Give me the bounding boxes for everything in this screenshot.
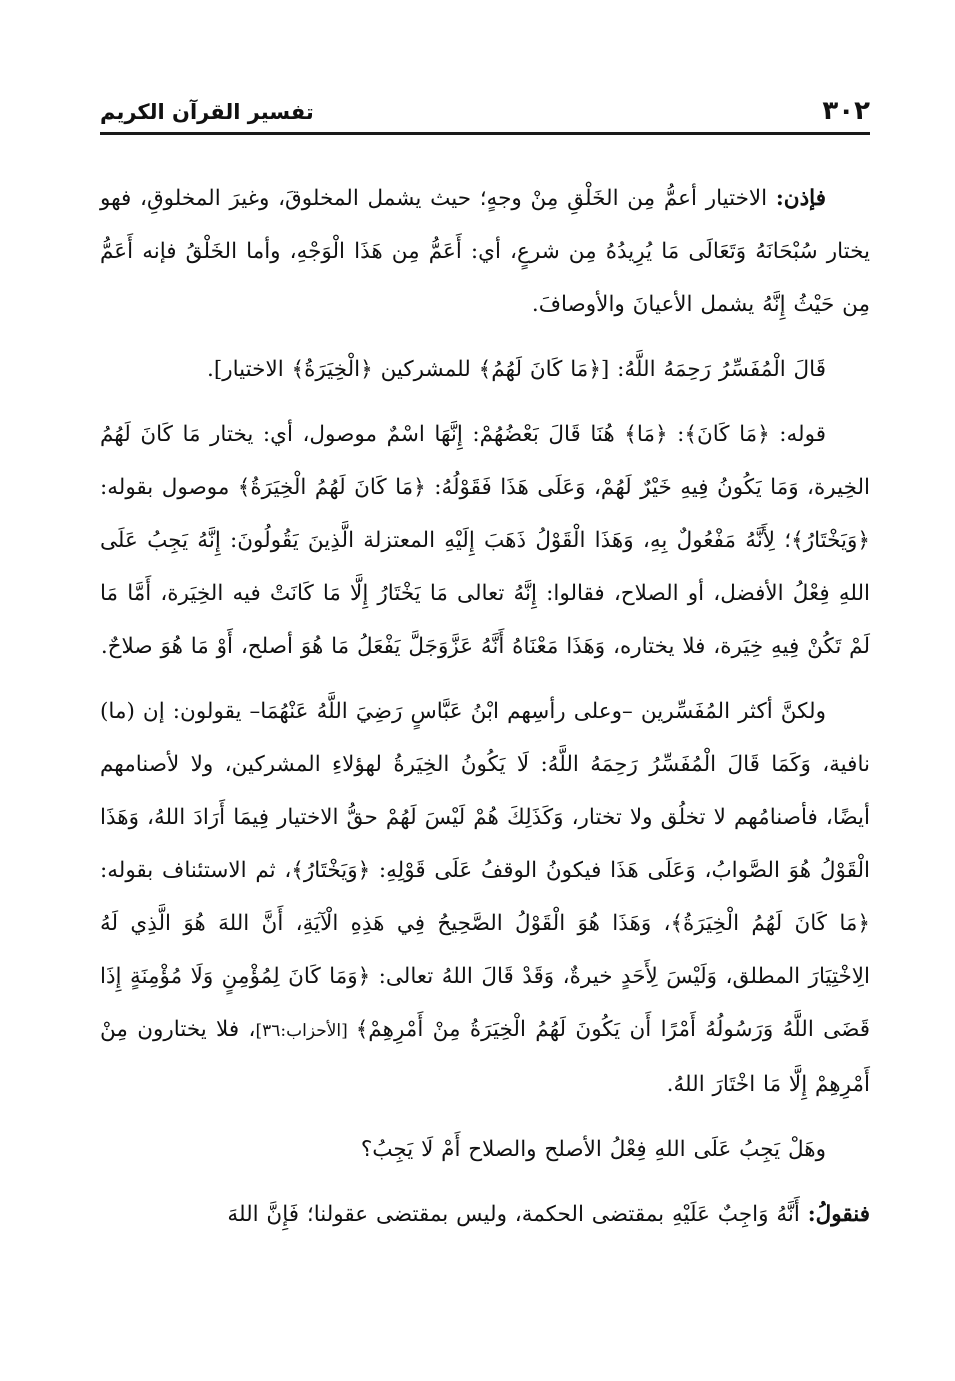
paragraph-4 (100, 685, 870, 1111)
paragraph-1-text: الاختيار أعمُّ مِن الخَلْقِ مِنْ وجهٍ؛ حيث يشمل المخلوقَ، وغيرَ المخلوقِ، فهو يختار سُبْحَانَهُ وَتَعَالَى مَا يُرِيدُهُ مِن شرعٍ، أي: أَعَمُّ مِن هَذَا الْوَجْهِ، وأما الخَلْقُ فإنه أَعَمُّ مِن حَيْثُ إِنَّهُ يشمل الأعيانَ والأوصافَ. (100, 186, 870, 317)
paragraph-6 (100, 1188, 870, 1241)
quran-reference: [الأحزاب:٣٦] (255, 1021, 356, 1041)
paragraph-5 (100, 1123, 870, 1176)
book-page (100, 0, 870, 1381)
paragraph-6-lead: فنقولُ: (807, 1202, 870, 1227)
paragraph-2-text: قَالَ الْمُفَسِّرُ رَحِمَهُ اللَّهُ: [﴿مَا كَانَ لَهُمُ﴾ للمشركين ﴿الْخِيَرَةُ﴾ الاختيار]. (207, 357, 826, 382)
paragraph-3 (100, 408, 870, 673)
page-header (100, 92, 870, 135)
running-title: تفسير القرآن الكريم (100, 100, 314, 124)
page-body (100, 172, 870, 1253)
paragraph-5-text: وهَلْ يَجِبُ عَلَى اللهِ فِعْلُ الأصلح والصلاح أَمْ لَا يَجِبُ؟ (360, 1137, 826, 1162)
paragraph-3-text: قوله: ﴿مَا كَانَ﴾: ﴿مَا﴾ هُنَا قَالَ بَعْضُهُمْ: إِنَّهَا اسْمٌ موصول، أي: يختار مَا كَانَ لَهُمُ الخِيرة، وَمَا يَكُونُ فِيهِ خَيْرٌ لَهُمْ، وَعَلَى هَذَا فَقَوْلُهُ: ﴿مَا كَانَ لَهُمُ الْخِيَرَةُ﴾ موصول بقوله: ﴿وَيَخْتَارُ﴾؛ لِأَنَّهُ مَفْعُولٌ بِهِ، وَهَذَا الْقَوْلُ ذَهَبَ إِلَيْهِ المعتزلة الَّذِينَ يَقُولُونَ: إِنَّهُ يَجِبُ عَلَى اللهِ فِعْلُ الأفضل، أو الصلاح، فقالوا: إِنَّهُ تعالى مَا يَخْتَارُ إِلَّا مَا كَانَتْ فيه الخِيَرة، أَمَّا مَا لَمْ تَكُنْ فِيهِ خِيَرة، فلا يختاره، وَهَذَا مَعْنَاهُ أَنَّهُ عَزَّوَجَلَّ يَفْعَلُ مَا هُوَ أصلح، أَوْ مَا هُوَ صلاحٌ. (100, 422, 870, 659)
paragraph-1 (100, 172, 870, 331)
paragraph-1-lead: فإذن: (775, 186, 826, 211)
paragraph-6-text: أَنَّهُ وَاجِبٌ عَلَيْهِ بمقتضى الحكمة، وليس بمقتضى عقولنا؛ فَإِنَّ اللهَ (227, 1202, 808, 1227)
paragraph-4-tail: ، فلا يختارون مِنْ أَمْرِهِمْ إِلَّا مَا اخْتَارَ اللهُ. (100, 1017, 870, 1097)
page-number: ٣٠٢ (822, 96, 870, 126)
paragraph-4-text: ولكنَّ أكثر المُفَسِّرين –وعلى رأسِهم ابْنُ عَبَّاسٍ رَضِيَ اللَّهُ عَنْهُمَا– يقولون: إن (ما) نافية، وَكَمَا قَالَ الْمُفَسِّرُ رَحِمَهُ اللَّهُ: لَا يَكُونُ الخِيَرةُ لهؤلاءِ المشركين، ولا لأصنامهم أيضًا، فأصنامُهم لا تخلُق ولا تختار، وَكَذَلِكَ هُمْ لَيْسَ لَهُمْ حقُّ الاختيار فِيمَا أَرَادَ اللهُ، وَهَذَا الْقَوْلُ هُوَ الصَّوابُ، وَعَلَى هَذَا فيكونُ الوقفُ عَلَى قَوْلِهِ: ﴿وَيَخْتَارُ﴾، ثم الاستئناف بقوله: ﴿مَا كَانَ لَهُمُ الْخِيَرَةُ﴾، وَهَذَا هُوَ الْقَوْلُ الصَّحِيحُ فِي هَذِهِ الْآيَةِ، أَنَّ اللهَ هُوَ الَّذِي لَهُ الِاخْتِيَارَ المطلق، وَلَيْسَ لِأَحَدٍ خيرةٌ، وَقَدْ قَالَ اللهُ تعالى: ﴿وَمَا كَانَ لِمُؤْمِنٍ وَلَا مُؤْمِنَةٍ إِذَا قَضَى اللَّهُ وَرَسُولُهُ أَمْرًا أَن يَكُونَ لَهُمُ الْخِيَرَةُ مِنْ أَمْرِهِمْ﴾ (100, 699, 871, 1042)
paragraph-2 (100, 343, 870, 396)
